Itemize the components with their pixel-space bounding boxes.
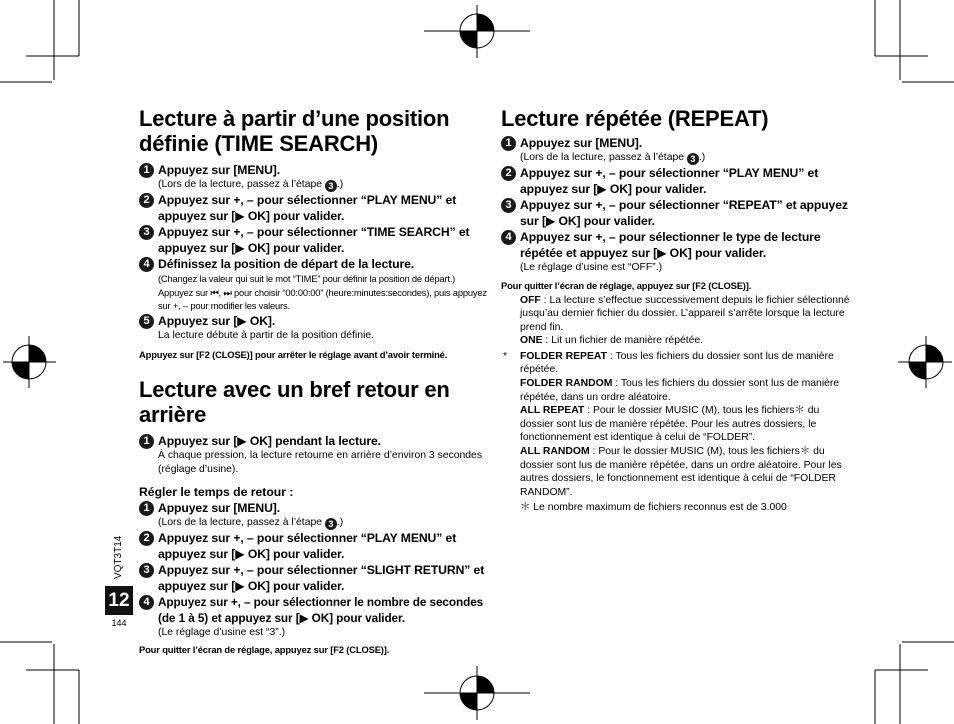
repeat-step-2 — [501, 165, 853, 197]
definition-key: OFF — [520, 294, 541, 306]
step-body — [520, 151, 853, 165]
asterisk-mark: * — [503, 350, 508, 362]
time-search-note: Appuyez sur [F2 (CLOSE)] pour arrêter le réglage avant d’avoir terminé. — [139, 349, 448, 360]
return-time-step-4 — [139, 594, 491, 640]
page-number: 144 — [111, 618, 127, 628]
step-body-post: .) — [336, 517, 344, 528]
step-reference: 3 — [325, 518, 337, 530]
slight-return-title: Lecture avec un bref retour en arrière — [139, 377, 450, 427]
definition-off — [501, 294, 853, 335]
step-number: 4 — [501, 230, 516, 245]
repeat-note: Pour quitter l’écran de réglage, appuyez sur [F2 (CLOSE)]. — [501, 279, 752, 291]
step-number: 1 — [139, 163, 154, 178]
step-number: 1 — [139, 501, 154, 516]
step-title: Appuyez sur +, – pour sélectionner “SLIGHT RETURN” et appuyez sur [▶ OK] pour valider. — [158, 563, 485, 593]
slight-return-step-1 — [139, 433, 491, 476]
step-reference: 3 — [687, 153, 699, 165]
return-time-step-1 — [139, 500, 491, 530]
step-title: Appuyez sur +, – pour sélectionner le type de lecture répétée et appuyez sur [▶ OK] pour valider. — [520, 230, 821, 260]
step-number: 3 — [139, 225, 154, 240]
step-body-pre: (Lors de la lecture, passez à l’étape — [520, 152, 687, 163]
step-title: Appuyez sur [MENU]. — [520, 136, 643, 150]
step-title: Appuyez sur +, – pour sélectionner “REPEAT” et appuyez sur [▶ OK] pour valider. — [520, 198, 848, 228]
definition-text: : La lecture s’effectue successivement depuis le fichier sélectionné jusqu’au dernier fichier du dossier. L’appareil s’arrête lorsque la lecture prend fin. — [520, 294, 850, 333]
return-time-step-3 — [139, 562, 491, 594]
definition-key: FOLDER REPEAT — [520, 350, 607, 362]
definition-folder-repeat — [501, 350, 853, 377]
slight-return-section — [139, 377, 491, 656]
time-search-step-2 — [139, 192, 491, 224]
step-body-pre: (Lors de la lecture, passez à l’étape — [158, 179, 325, 190]
step-number: 3 — [139, 563, 154, 578]
return-time-subhead: Régler le temps de retour : — [139, 485, 294, 499]
repeat-title: Lecture répétée (REPEAT) — [501, 106, 769, 131]
step-title: Appuyez sur +, – pour sélectionner “PLAY MENU” et appuyez sur [▶ OK] pour valider. — [520, 166, 819, 196]
page-tab: 12 — [105, 586, 133, 615]
definition-text: : Tous les fichiers du dossier sont lus de manière répétée, dans un ordre aléatoire. — [520, 378, 840, 403]
definition-text: : Pour le dossier MUSIC (M), tous les fichiers＊ du dossier sont lus de manière répétée. Pour les autres dossiers, le fonctionnement est identique à celui de “FOLDER”. — [520, 405, 820, 444]
step-title: Appuyez sur [▶ OK]. — [158, 313, 276, 328]
step-title: Appuyez sur +, – pour sélectionner “PLAY MENU” et appuyez sur [▶ OK] pour valider. — [158, 193, 457, 223]
step-number: 4 — [139, 257, 154, 272]
time-search-step-5 — [139, 313, 491, 343]
time-search-step-1 — [139, 162, 491, 192]
repeat-step-3 — [501, 197, 853, 229]
step-number: 5 — [139, 314, 154, 329]
step-body: La lecture débute à partir de la position définie. — [158, 329, 375, 341]
step-title: Appuyez sur [MENU]. — [158, 501, 281, 515]
step-number: 3 — [501, 198, 516, 213]
step-title: Appuyez sur +, – pour sélectionner “TIME SEARCH” et appuyez sur [▶ OK] pour valider. — [158, 225, 470, 255]
time-search-section — [139, 106, 491, 361]
step-body: (Le réglage d’usine est “OFF”.) — [520, 262, 663, 273]
time-search-step-4 — [139, 256, 491, 313]
step-number: 2 — [139, 531, 154, 546]
definition-key: ALL RANDOM — [520, 446, 590, 458]
time-search-title: Lecture à partir d’une position définie (TIME SEARCH) — [139, 106, 450, 156]
definition-all-repeat — [501, 404, 853, 445]
step-reference: 3 — [325, 180, 337, 192]
definition-text: : Tous les fichiers du dossier sont lus de manière répétée. — [520, 350, 834, 376]
return-time-step-2 — [139, 530, 491, 562]
step-number: 4 — [139, 595, 154, 610]
definition-all-random — [501, 445, 853, 499]
time-search-step-3 — [139, 224, 491, 256]
definition-text: : Pour le dossier MUSIC (M), tous les fichiers＊ du dossier sont lus de manière répétée, dans un ordre aléatoire. Pour les autres dossiers, le fonctionnement est identique à celui de “FOLDER RANDOM”. — [520, 446, 842, 498]
repeat-section — [501, 106, 853, 515]
step-title: Appuyez sur +, – pour sélectionner le nombre de secondes (de 1 à 5) et appuyez sur [▶ OK] pour valider. — [158, 595, 484, 625]
step-body: À chaque pression, la lecture retourne en arrière d’environ 3 secondes (réglage d’usine). — [158, 450, 483, 475]
step-body: (Le réglage d’usine est “3”.) — [158, 627, 286, 638]
definition-folder-random — [501, 377, 853, 404]
definition-text: : Lit un fichier de manière répétée. — [542, 335, 704, 347]
definition-one — [501, 334, 853, 348]
definition-key: FOLDER RANDOM — [520, 378, 613, 390]
right-column — [501, 106, 853, 515]
step-number: 1 — [139, 434, 154, 449]
footnote: ＊ Le nombre maximum de fichiers reconnus est de 3.000 — [520, 502, 787, 514]
step-body-pre: (Lors de la lecture, passez à l’étape — [158, 517, 325, 528]
step-body-post: .) — [698, 152, 706, 163]
step-body — [158, 516, 491, 530]
step-title: Appuyez sur [▶ OK] pendant la lecture. — [158, 434, 381, 448]
definition-key: ALL REPEAT — [520, 405, 585, 417]
definition-key: ONE — [520, 335, 543, 347]
step-body: (Changez la valeur qui suit le mot “TIME” pour définir la position de départ.) Appuyez sur ⏮, ⏭ pour choisir “00:00:00” (heure:minutes:secondes), puis appuyez sur +, – pour modifier les valeurs. — [158, 273, 487, 311]
step-body-post: .) — [336, 179, 344, 190]
repeat-step-1 — [501, 135, 853, 165]
step-body — [158, 178, 491, 192]
step-title: Définissez la position de départ de la lecture. — [158, 257, 415, 271]
slight-return-note: Pour quitter l’écran de réglage, appuyez sur [F2 (CLOSE)]. — [139, 643, 390, 655]
repeat-mode-definitions — [501, 294, 853, 516]
step-title: Appuyez sur +, – pour sélectionner “PLAY MENU” et appuyez sur [▶ OK] pour valider. — [158, 531, 457, 561]
step-number: 2 — [501, 166, 516, 181]
left-column — [139, 106, 491, 665]
step-title: Appuyez sur [MENU]. — [158, 163, 281, 177]
step-number: 2 — [139, 193, 154, 208]
step-number: 1 — [501, 136, 516, 151]
document-code: VQT3T14 — [113, 535, 124, 579]
repeat-step-4 — [501, 229, 853, 275]
